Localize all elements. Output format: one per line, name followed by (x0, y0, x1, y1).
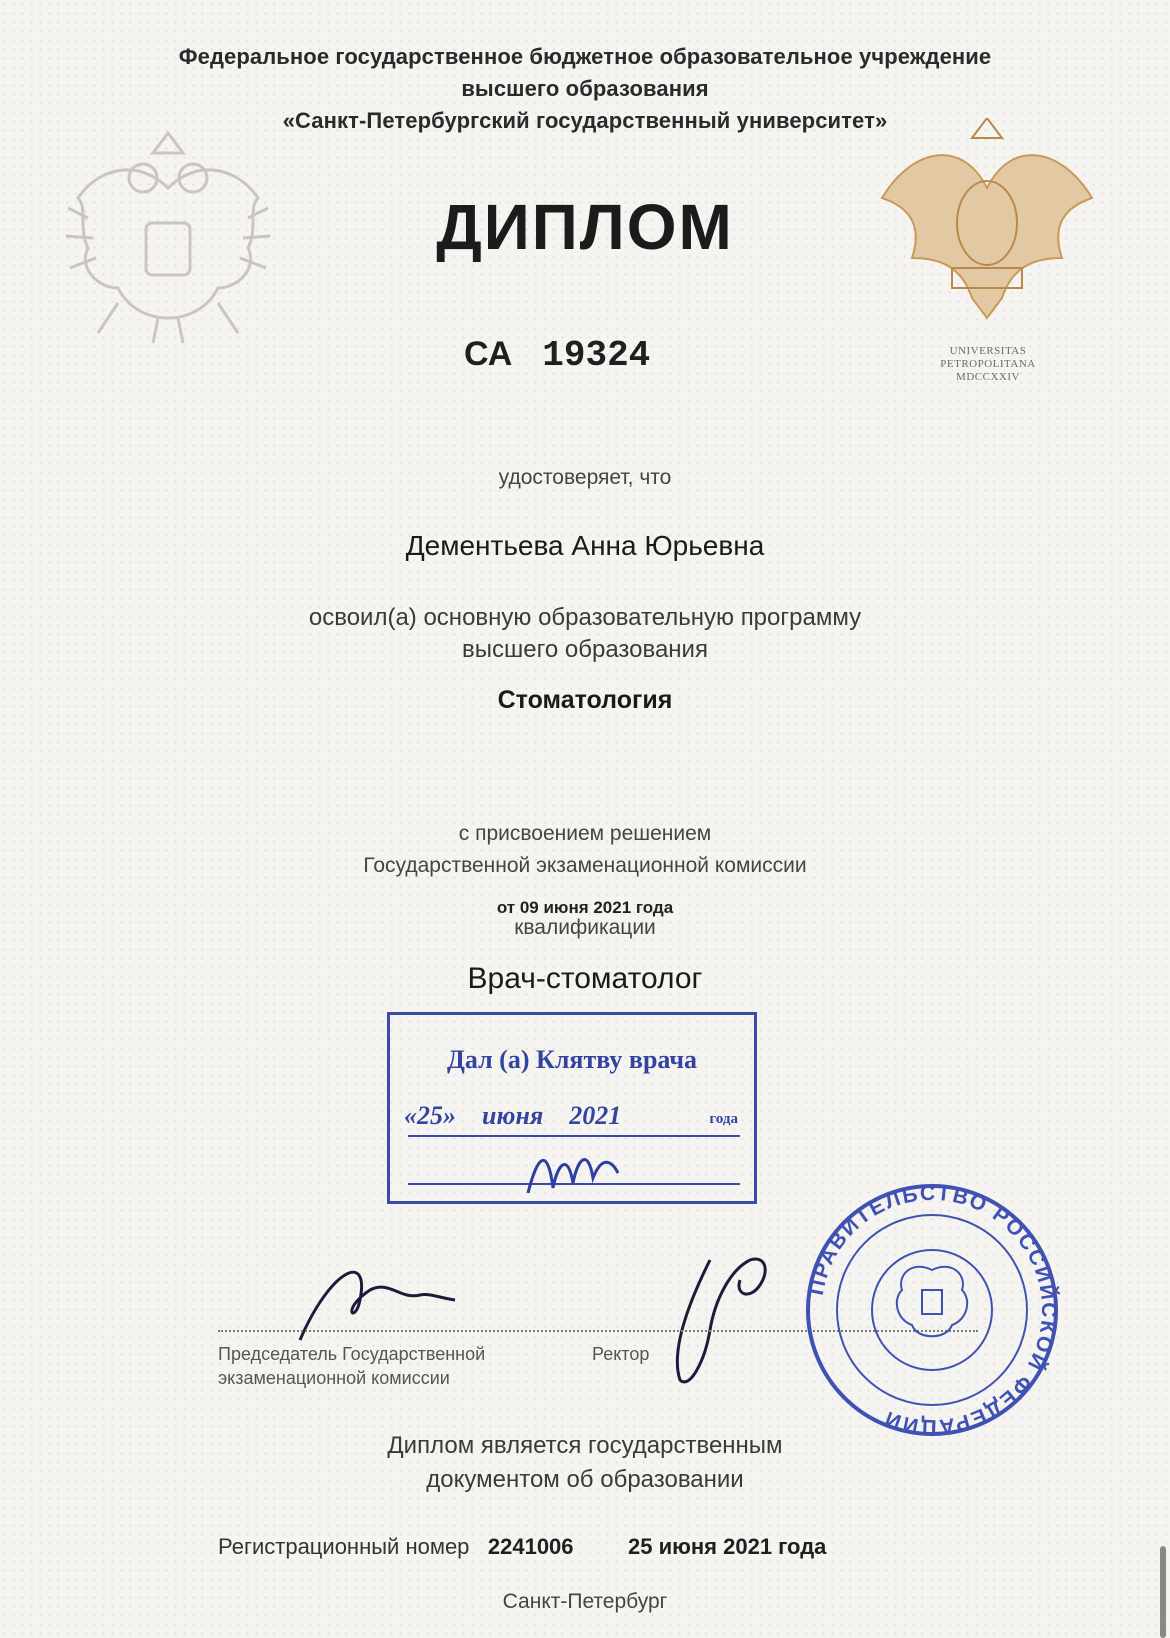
official-seal (802, 1180, 1062, 1440)
oath-stamp (387, 1012, 757, 1204)
motto-line-1: UNIVERSITAS (949, 345, 1027, 357)
holder-name: Дементьева Анна Юрьевна (405, 530, 765, 561)
oath-stamp-date: «25» июня 2021 (404, 1101, 622, 1130)
chair-caption-line-2: экзаменационной комиссии (218, 1368, 450, 1388)
oath-month: июня (482, 1101, 544, 1130)
footer-note-line-2: документом об образовании (426, 1466, 744, 1493)
registration-number: 2241006 (487, 1534, 574, 1559)
oath-year: 2021 (569, 1101, 622, 1130)
decision-line-1: с присвоением решением (458, 822, 712, 845)
diploma-serial (464, 335, 650, 376)
diploma-number: 19324 (542, 335, 651, 376)
decision-date: от 09 июня 2021 года (496, 898, 674, 917)
oath-date-underline (408, 1135, 740, 1137)
oath-day: 25 (417, 1101, 443, 1130)
institution-line-2: высшего образования (461, 76, 709, 101)
chair-signature (280, 1250, 470, 1350)
document-title: ДИПЛОМ (436, 191, 734, 263)
footer-note-line-1: Диплом является государственным (387, 1432, 783, 1459)
rector-caption: Ректор (592, 1344, 650, 1364)
specialty: Стоматология (497, 686, 673, 714)
decision-line-3: квалификации (514, 916, 656, 939)
oath-stamp-title: Дал (а) Клятву врача (446, 1045, 698, 1074)
oath-suffix: года (709, 1111, 738, 1127)
city: Санкт-Петербург (502, 1590, 668, 1613)
diploma-series: СА (464, 335, 513, 373)
decision-line-2: Государственной экзаменационной комиссии (363, 854, 807, 877)
chair-caption-line-1: Председатель Государственной (218, 1344, 486, 1364)
oath-signature (518, 1143, 628, 1203)
registration-row (218, 1534, 826, 1560)
program-line-1: освоил(а) основную образовательную программу (308, 604, 862, 631)
scrollbar-thumb[interactable] (1160, 1546, 1166, 1638)
qualification: Врач-стоматолог (467, 962, 703, 995)
university-motto (900, 345, 1076, 384)
institution-line-3: «Санкт-Петербургский государственный университет» (282, 108, 888, 133)
svg-text:ПРАВИТЕЛЬСТВО РОССИЙСКОЙ ФЕДЕР (805, 1182, 1061, 1439)
certifies-text: удостоверяет, что (498, 466, 672, 489)
motto-line-2: PETROPOLITANA (940, 358, 1036, 370)
institution-line-1: Федеральное государственное бюджетное образовательное учреждение (178, 44, 992, 69)
motto-line-3: MDCCXXIV (956, 371, 1020, 383)
chair-caption (218, 1342, 485, 1390)
registration-label: Регистрационный номер (218, 1534, 470, 1559)
program-line-2: высшего образования (462, 636, 708, 663)
registration-date: 25 июня 2021 года (627, 1534, 827, 1559)
seal-text: ПРАВИТЕЛЬСТВО РОССИЙСКОЙ ФЕДЕРАЦИИ (804, 1181, 1061, 1439)
rector-signature (650, 1240, 790, 1390)
